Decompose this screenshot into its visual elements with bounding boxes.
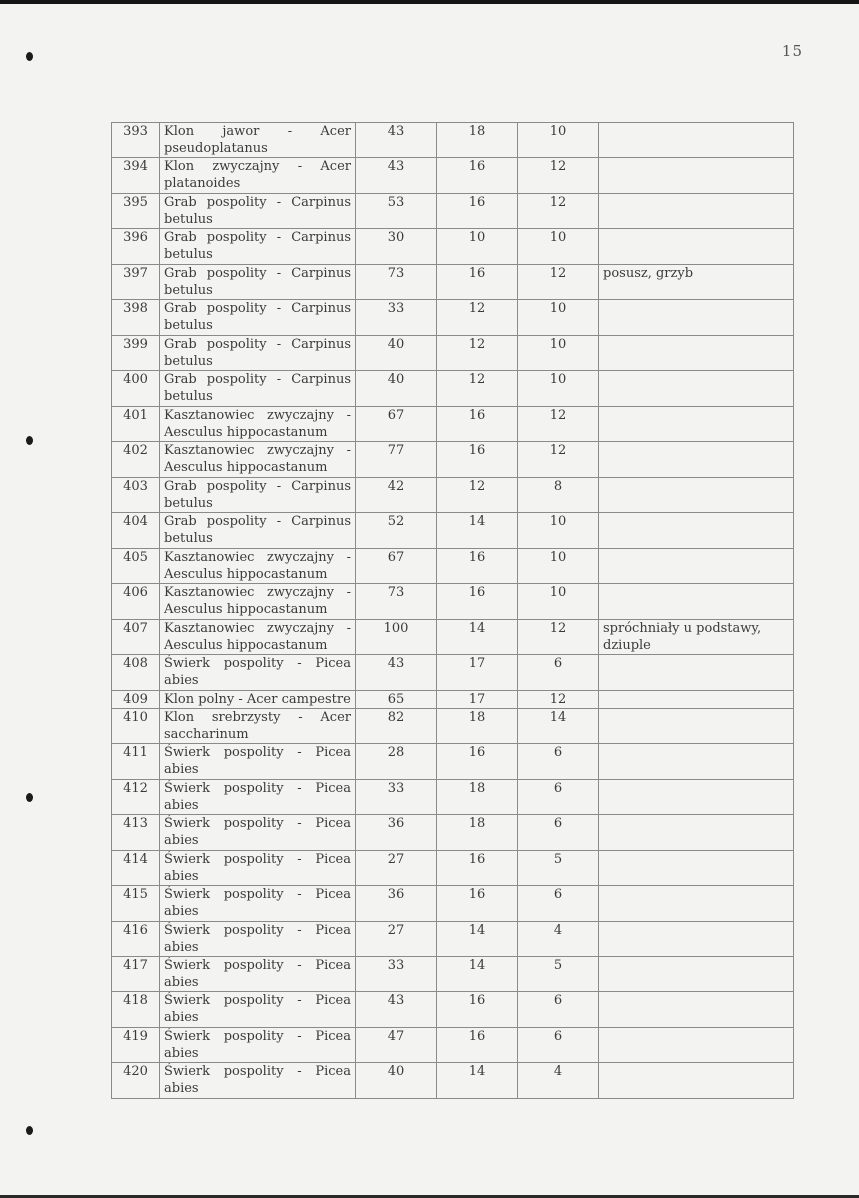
circumference-cell: 33	[356, 779, 437, 814]
species-name-cell: Grab pospolity - Carpinus betulus	[160, 477, 356, 512]
height-cell: 10	[437, 229, 518, 264]
table-row	[112, 335, 794, 370]
height-cell: 16	[437, 850, 518, 885]
circumference-cell: 73	[356, 584, 437, 619]
circumference-cell: 43	[356, 655, 437, 690]
circumference-cell: 30	[356, 229, 437, 264]
circumference-cell: 53	[356, 193, 437, 228]
tree-number-cell: 420	[112, 1063, 160, 1099]
tree-number-cell: 405	[112, 548, 160, 583]
height-cell: 16	[437, 442, 518, 477]
species-name-cell: Klon polny - Acer campestre	[160, 690, 356, 708]
remarks-cell	[599, 708, 794, 743]
tree-number-cell: 401	[112, 406, 160, 441]
remarks-cell	[599, 921, 794, 956]
species-name-cell: Kasztanowiec zwyczajny - Aesculus hippocastanum	[160, 619, 356, 654]
table-row	[112, 406, 794, 441]
height-cell: 14	[437, 513, 518, 548]
tree-number-cell: 398	[112, 300, 160, 335]
circumference-cell: 82	[356, 708, 437, 743]
tree-number-cell: 403	[112, 477, 160, 512]
height-cell: 16	[437, 1027, 518, 1062]
table-row	[112, 744, 794, 779]
remarks-cell: spróchniały u podstawy, dziuple	[599, 619, 794, 654]
circumference-cell: 27	[356, 850, 437, 885]
tree-number-cell: 411	[112, 744, 160, 779]
scan-edge-top	[0, 0, 859, 4]
species-name-cell: Świerk pospolity - Picea abies	[160, 850, 356, 885]
species-name-cell: Świerk pospolity - Picea abies	[160, 655, 356, 690]
height-cell: 18	[437, 123, 518, 158]
table-row	[112, 1027, 794, 1062]
circumference-cell: 52	[356, 513, 437, 548]
table-row	[112, 992, 794, 1027]
height-cell: 16	[437, 193, 518, 228]
tree-number-cell: 397	[112, 264, 160, 299]
crown-cell: 5	[518, 850, 599, 885]
tree-number-cell: 419	[112, 1027, 160, 1062]
height-cell: 12	[437, 371, 518, 406]
height-cell: 14	[437, 1063, 518, 1099]
species-name-cell: Grab pospolity - Carpinus betulus	[160, 264, 356, 299]
crown-cell: 12	[518, 442, 599, 477]
circumference-cell: 43	[356, 158, 437, 193]
tree-number-cell: 409	[112, 690, 160, 708]
table-row	[112, 957, 794, 992]
remarks-cell	[599, 957, 794, 992]
height-cell: 18	[437, 779, 518, 814]
crown-cell: 8	[518, 477, 599, 512]
tree-number-cell: 413	[112, 815, 160, 850]
crown-cell: 6	[518, 815, 599, 850]
circumference-cell: 42	[356, 477, 437, 512]
height-cell: 16	[437, 158, 518, 193]
crown-cell: 12	[518, 193, 599, 228]
circumference-cell: 36	[356, 815, 437, 850]
height-cell: 16	[437, 886, 518, 921]
species-name-cell: Świerk pospolity - Picea abies	[160, 779, 356, 814]
crown-cell: 10	[518, 229, 599, 264]
height-cell: 17	[437, 690, 518, 708]
species-name-cell: Świerk pospolity - Picea abies	[160, 1063, 356, 1099]
remarks-cell	[599, 513, 794, 548]
tree-number-cell: 400	[112, 371, 160, 406]
remarks-cell	[599, 158, 794, 193]
species-name-cell: Grab pospolity - Carpinus betulus	[160, 300, 356, 335]
tree-number-cell: 410	[112, 708, 160, 743]
species-name-cell: Świerk pospolity - Picea abies	[160, 992, 356, 1027]
table-row	[112, 123, 794, 158]
circumference-cell: 100	[356, 619, 437, 654]
remarks-cell	[599, 886, 794, 921]
punch-hole-mark	[26, 1126, 33, 1135]
tree-number-cell: 414	[112, 850, 160, 885]
circumference-cell: 47	[356, 1027, 437, 1062]
remarks-cell	[599, 655, 794, 690]
table-row	[112, 442, 794, 477]
tree-number-cell: 404	[112, 513, 160, 548]
table-row	[112, 264, 794, 299]
table-row	[112, 690, 794, 708]
species-name-cell: Kasztanowiec zwyczajny - Aesculus hippocastanum	[160, 406, 356, 441]
remarks-cell	[599, 850, 794, 885]
remarks-cell	[599, 690, 794, 708]
table-row	[112, 815, 794, 850]
table-body	[112, 123, 794, 1099]
table-row	[112, 371, 794, 406]
height-cell: 16	[437, 584, 518, 619]
remarks-cell: posusz, grzyb	[599, 264, 794, 299]
height-cell: 12	[437, 300, 518, 335]
remarks-cell	[599, 123, 794, 158]
circumference-cell: 40	[356, 335, 437, 370]
height-cell: 16	[437, 548, 518, 583]
crown-cell: 6	[518, 992, 599, 1027]
remarks-cell	[599, 335, 794, 370]
circumference-cell: 67	[356, 548, 437, 583]
tree-number-cell: 399	[112, 335, 160, 370]
table-row	[112, 584, 794, 619]
remarks-cell	[599, 1063, 794, 1099]
remarks-cell	[599, 477, 794, 512]
table-row	[112, 619, 794, 654]
table-row	[112, 779, 794, 814]
height-cell: 16	[437, 406, 518, 441]
height-cell: 16	[437, 264, 518, 299]
tree-number-cell: 417	[112, 957, 160, 992]
circumference-cell: 73	[356, 264, 437, 299]
circumference-cell: 33	[356, 300, 437, 335]
crown-cell: 12	[518, 690, 599, 708]
crown-cell: 14	[518, 708, 599, 743]
crown-cell: 10	[518, 123, 599, 158]
tree-number-cell: 396	[112, 229, 160, 264]
circumference-cell: 28	[356, 744, 437, 779]
circumference-cell: 40	[356, 1063, 437, 1099]
species-name-cell: Świerk pospolity - Picea abies	[160, 886, 356, 921]
crown-cell: 6	[518, 655, 599, 690]
crown-cell: 6	[518, 886, 599, 921]
species-name-cell: Świerk pospolity - Picea abies	[160, 1027, 356, 1062]
remarks-cell	[599, 584, 794, 619]
table-row	[112, 708, 794, 743]
table-row	[112, 300, 794, 335]
remarks-cell	[599, 744, 794, 779]
table-row	[112, 229, 794, 264]
remarks-cell	[599, 193, 794, 228]
circumference-cell: 40	[356, 371, 437, 406]
remarks-cell	[599, 779, 794, 814]
height-cell: 18	[437, 708, 518, 743]
punch-hole-mark	[26, 436, 33, 445]
species-name-cell: Grab pospolity - Carpinus betulus	[160, 513, 356, 548]
species-name-cell: Grab pospolity - Carpinus betulus	[160, 193, 356, 228]
species-name-cell: Grab pospolity - Carpinus betulus	[160, 229, 356, 264]
crown-cell: 10	[518, 513, 599, 548]
table-row	[112, 193, 794, 228]
remarks-cell	[599, 229, 794, 264]
height-cell: 12	[437, 335, 518, 370]
tree-number-cell: 406	[112, 584, 160, 619]
crown-cell: 4	[518, 1063, 599, 1099]
species-name-cell: Świerk pospolity - Picea abies	[160, 744, 356, 779]
crown-cell: 12	[518, 406, 599, 441]
tree-number-cell: 402	[112, 442, 160, 477]
remarks-cell	[599, 371, 794, 406]
species-name-cell: Klon srebrzysty - Acer saccharinum	[160, 708, 356, 743]
crown-cell: 12	[518, 158, 599, 193]
tree-number-cell: 415	[112, 886, 160, 921]
species-name-cell: Klon jawor - Acer pseudoplatanus	[160, 123, 356, 158]
tree-inventory-table	[111, 122, 794, 1099]
tree-number-cell: 412	[112, 779, 160, 814]
table-row	[112, 158, 794, 193]
remarks-cell	[599, 442, 794, 477]
remarks-cell	[599, 1027, 794, 1062]
crown-cell: 5	[518, 957, 599, 992]
table-row	[112, 655, 794, 690]
crown-cell: 6	[518, 1027, 599, 1062]
height-cell: 16	[437, 744, 518, 779]
crown-cell: 10	[518, 371, 599, 406]
species-name-cell: Świerk pospolity - Picea abies	[160, 815, 356, 850]
species-name-cell: Kasztanowiec zwyczajny - Aesculus hippocastanum	[160, 548, 356, 583]
circumference-cell: 65	[356, 690, 437, 708]
height-cell: 14	[437, 957, 518, 992]
remarks-cell	[599, 300, 794, 335]
table-row	[112, 886, 794, 921]
punch-hole-mark	[26, 793, 33, 802]
tree-number-cell: 418	[112, 992, 160, 1027]
table-row	[112, 921, 794, 956]
species-name-cell: Kasztanowiec zwyczajny - Aesculus hippocastanum	[160, 442, 356, 477]
table-row	[112, 513, 794, 548]
circumference-cell: 67	[356, 406, 437, 441]
species-name-cell: Grab pospolity - Carpinus betulus	[160, 371, 356, 406]
tree-number-cell: 407	[112, 619, 160, 654]
circumference-cell: 77	[356, 442, 437, 477]
crown-cell: 10	[518, 300, 599, 335]
crown-cell: 10	[518, 335, 599, 370]
circumference-cell: 43	[356, 123, 437, 158]
species-name-cell: Kasztanowiec zwyczajny - Aesculus hippocastanum	[160, 584, 356, 619]
table-row	[112, 850, 794, 885]
height-cell: 14	[437, 619, 518, 654]
remarks-cell	[599, 992, 794, 1027]
height-cell: 18	[437, 815, 518, 850]
crown-cell: 12	[518, 619, 599, 654]
page-number: 15	[781, 42, 803, 60]
tree-number-cell: 394	[112, 158, 160, 193]
circumference-cell: 43	[356, 992, 437, 1027]
species-name-cell: Klon zwyczajny - Acer platanoides	[160, 158, 356, 193]
table-row	[112, 548, 794, 583]
species-name-cell: Świerk pospolity - Picea abies	[160, 957, 356, 992]
remarks-cell	[599, 548, 794, 583]
circumference-cell: 27	[356, 921, 437, 956]
crown-cell: 10	[518, 548, 599, 583]
tree-number-cell: 408	[112, 655, 160, 690]
crown-cell: 6	[518, 744, 599, 779]
crown-cell: 6	[518, 779, 599, 814]
species-name-cell: Grab pospolity - Carpinus betulus	[160, 335, 356, 370]
table-row	[112, 477, 794, 512]
circumference-cell: 33	[356, 957, 437, 992]
crown-cell: 10	[518, 584, 599, 619]
remarks-cell	[599, 815, 794, 850]
crown-cell: 4	[518, 921, 599, 956]
height-cell: 17	[437, 655, 518, 690]
height-cell: 14	[437, 921, 518, 956]
tree-number-cell: 393	[112, 123, 160, 158]
punch-hole-mark	[26, 52, 33, 61]
tree-number-cell: 395	[112, 193, 160, 228]
crown-cell: 12	[518, 264, 599, 299]
remarks-cell	[599, 406, 794, 441]
tree-number-cell: 416	[112, 921, 160, 956]
table-row	[112, 1063, 794, 1099]
height-cell: 12	[437, 477, 518, 512]
species-name-cell: Świerk pospolity - Picea abies	[160, 921, 356, 956]
height-cell: 16	[437, 992, 518, 1027]
circumference-cell: 36	[356, 886, 437, 921]
